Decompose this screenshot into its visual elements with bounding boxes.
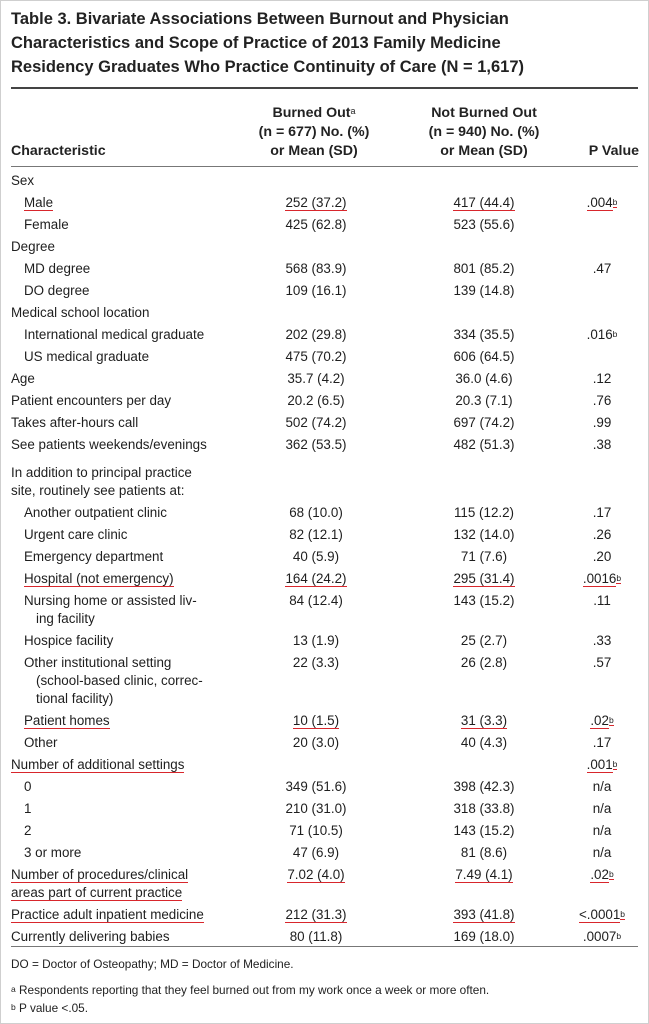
row-label <box>11 928 231 946</box>
burned-out-value-cell <box>251 526 381 544</box>
burned-out-value-cell <box>251 570 381 588</box>
header-characteristic: Characteristic <box>11 143 106 159</box>
p-value-cell <box>566 906 638 924</box>
row-label <box>11 238 231 256</box>
burned-out-value: 7.02 (4.0) <box>287 867 345 882</box>
burned-out-value-cell <box>251 844 381 862</box>
row-label-text: Hospital (not emergency) <box>24 571 174 586</box>
row-label-text: International medical graduate <box>24 327 205 342</box>
p-value-cell <box>566 260 638 278</box>
row-label <box>11 370 231 388</box>
not-burned-out-value: 417 (44.4) <box>453 195 515 210</box>
row-label <box>24 194 229 212</box>
burned-out-value: 80 (11.8) <box>289 929 343 944</box>
title-line-1: Table 3. Bivariate Associations Between Burnout and Physician <box>11 10 509 28</box>
burned-out-value: 47 (6.9) <box>292 845 340 860</box>
table-row <box>1 844 649 866</box>
row-label-continuation-text: ing facility <box>36 611 95 626</box>
not-burned-out-value-cell <box>409 348 559 366</box>
not-burned-out-value: 25 (2.7) <box>460 633 508 648</box>
footnote-a <box>11 982 631 998</box>
p-value-cell <box>566 632 638 650</box>
burned-out-value-cell <box>251 592 381 610</box>
row-label-continuation <box>24 690 229 708</box>
p-value-cell <box>566 548 638 566</box>
row-label-text: 3 or more <box>24 845 82 860</box>
footnote-b <box>11 1000 631 1016</box>
row-label-text: Takes after-hours call <box>11 415 139 430</box>
not-burned-out-value: 482 (51.3) <box>453 437 515 452</box>
p-value-footnote-mark: b <box>616 931 622 941</box>
table-row <box>1 216 649 238</box>
not-burned-out-value: 40 (4.3) <box>460 735 508 750</box>
burned-out-value-cell <box>251 822 381 840</box>
row-label-text: Female <box>24 217 69 232</box>
row-label <box>11 414 231 432</box>
p-value: <.0001 <box>578 907 621 922</box>
burned-out-value: 20 (3.0) <box>292 735 340 750</box>
p-value-cell <box>566 712 638 730</box>
not-burned-out-value-cell <box>409 632 559 650</box>
row-label <box>24 504 229 522</box>
p-value: n/a <box>592 845 612 860</box>
p-value-cell <box>566 414 638 432</box>
p-value: .02 <box>590 867 609 882</box>
burned-out-value-cell <box>251 348 381 366</box>
row-label <box>24 326 229 344</box>
burned-out-value: 35.7 (4.2) <box>287 371 345 386</box>
burned-out-value-cell <box>251 778 381 796</box>
table-row <box>1 526 649 548</box>
row-label-text: Other <box>24 735 58 750</box>
row-label-text: Hospice facility <box>24 633 114 648</box>
burned-out-value: 210 (31.0) <box>285 801 347 816</box>
header-burned-out-line2: (n = 677) No. (%) <box>258 124 370 140</box>
not-burned-out-value: 393 (41.8) <box>453 907 515 922</box>
table-row <box>1 504 649 526</box>
header-burned-out-line1: Burned Out <box>272 105 351 121</box>
p-value-cell <box>566 570 638 588</box>
burned-out-value: 13 (1.9) <box>292 633 340 648</box>
table-row <box>1 326 649 348</box>
row-label <box>24 216 229 234</box>
table-row <box>1 414 649 436</box>
header-burned-out <box>234 104 394 161</box>
p-value-cell <box>566 654 638 672</box>
burned-out-value-cell <box>251 282 381 300</box>
p-value-cell <box>566 436 638 454</box>
p-value-cell <box>566 822 638 840</box>
p-value-footnote-mark: b <box>612 759 618 769</box>
p-value: .016 <box>586 327 613 342</box>
footnote-b-mark: b <box>11 1002 16 1012</box>
row-label-text: Degree <box>11 239 55 254</box>
burned-out-value: 22 (3.3) <box>292 655 340 670</box>
row-label-text: Currently delivering babies <box>11 929 170 944</box>
burned-out-value: 212 (31.3) <box>285 907 347 922</box>
p-value: .33 <box>592 633 612 648</box>
table-row <box>1 172 649 194</box>
burned-out-value-cell <box>251 712 381 730</box>
not-burned-out-value-cell <box>409 592 559 610</box>
burned-out-value-cell <box>251 326 381 344</box>
p-value: .99 <box>592 415 612 430</box>
not-burned-out-value-cell <box>409 260 559 278</box>
table-row <box>1 548 649 570</box>
not-burned-out-value-cell <box>409 844 559 862</box>
p-value-cell <box>566 194 638 212</box>
row-label-text: DO degree <box>24 283 90 298</box>
burned-out-value-cell <box>251 260 381 278</box>
row-label <box>11 392 231 410</box>
not-burned-out-value-cell <box>409 414 559 432</box>
not-burned-out-value: 31 (3.3) <box>460 713 508 728</box>
not-burned-out-value-cell <box>409 734 559 752</box>
title-rule <box>11 87 638 89</box>
row-label-continuation <box>11 884 231 902</box>
row-label <box>11 172 231 190</box>
not-burned-out-value-cell <box>409 866 559 884</box>
p-value-cell <box>566 778 638 796</box>
row-label <box>11 866 231 902</box>
p-value-cell <box>566 844 638 862</box>
row-label <box>11 464 231 500</box>
burned-out-value: 568 (83.9) <box>285 261 347 276</box>
p-value: n/a <box>592 823 612 838</box>
header-p-value: P Value <box>588 143 639 159</box>
row-label <box>11 304 231 322</box>
burned-out-value: 10 (1.5) <box>292 713 340 728</box>
p-value: n/a <box>592 801 612 816</box>
table-title <box>11 7 631 79</box>
table-row <box>1 592 649 632</box>
not-burned-out-value: 20.3 (7.1) <box>455 393 513 408</box>
p-value-cell <box>566 734 638 752</box>
p-value-footnote-mark: b <box>616 573 622 583</box>
not-burned-out-value: 143 (15.2) <box>453 823 515 838</box>
row-label <box>24 712 229 730</box>
row-label <box>11 906 231 924</box>
burned-out-value: 362 (53.5) <box>285 437 347 452</box>
p-value: .26 <box>592 527 612 542</box>
not-burned-out-value-cell <box>409 570 559 588</box>
row-label-text: 1 <box>24 801 32 816</box>
p-value: .20 <box>592 549 612 564</box>
p-value: .0007 <box>582 929 617 944</box>
table-row <box>1 304 649 326</box>
row-label <box>24 526 229 544</box>
row-label <box>24 822 229 840</box>
burned-out-value: 84 (12.4) <box>289 593 343 608</box>
burned-out-value-cell <box>251 866 381 884</box>
row-label-text: Other institutional setting <box>24 655 172 670</box>
burned-out-value: 349 (51.6) <box>285 779 347 794</box>
row-label <box>24 570 229 588</box>
p-value-cell <box>566 504 638 522</box>
row-label-text: Urgent care clinic <box>24 527 128 542</box>
header-not-burned-out-line1: Not Burned Out <box>431 105 537 121</box>
not-burned-out-value-cell <box>409 526 559 544</box>
table-row <box>1 756 649 778</box>
p-value-cell <box>566 592 638 610</box>
row-label-continuation-text: (school-based clinic, correc- <box>36 673 203 688</box>
not-burned-out-value: 606 (64.5) <box>453 349 515 364</box>
row-label <box>24 778 229 796</box>
burned-out-value-cell <box>251 800 381 818</box>
not-burned-out-value-cell <box>409 436 559 454</box>
burned-out-value: 475 (70.2) <box>285 349 347 364</box>
burned-out-value-cell <box>251 370 381 388</box>
burned-out-value-cell <box>251 504 381 522</box>
table-row <box>1 906 649 928</box>
p-value: .0016 <box>582 571 617 586</box>
not-burned-out-value: 115 (12.2) <box>453 505 515 520</box>
row-label <box>24 548 229 566</box>
p-value-footnote-mark: b <box>612 329 618 339</box>
burned-out-value-cell <box>251 216 381 234</box>
header-burned-out-sup: a <box>350 106 356 116</box>
not-burned-out-value-cell <box>409 928 559 946</box>
not-burned-out-value-cell <box>409 822 559 840</box>
row-label-text: Emergency department <box>24 549 164 564</box>
header-not-burned-out <box>399 104 569 161</box>
not-burned-out-value: 71 (7.6) <box>460 549 508 564</box>
burned-out-value: 20.2 (6.5) <box>287 393 345 408</box>
burned-out-value-cell <box>251 414 381 432</box>
row-label-continuation-text: site, routinely see patients at: <box>11 483 185 498</box>
not-burned-out-value-cell <box>409 194 559 212</box>
p-value: .76 <box>592 393 612 408</box>
header-not-burned-out-line3: or Mean (SD) <box>440 143 528 159</box>
burned-out-value-cell <box>251 392 381 410</box>
row-label <box>24 632 229 650</box>
p-value: .17 <box>592 505 612 520</box>
row-label-text: Another outpatient clinic <box>24 505 167 520</box>
burned-out-value: 82 (12.1) <box>289 527 343 542</box>
row-label-text: Practice adult inpatient medicine <box>11 907 204 922</box>
table-row <box>1 654 649 712</box>
not-burned-out-value: 295 (31.4) <box>453 571 515 586</box>
table-row <box>1 778 649 800</box>
row-label <box>24 734 229 752</box>
p-value-cell <box>566 526 638 544</box>
burned-out-value-cell <box>251 928 381 946</box>
p-value-cell <box>566 928 638 946</box>
table-row <box>1 436 649 458</box>
row-label <box>24 260 229 278</box>
table-row <box>1 866 649 906</box>
p-value: .12 <box>592 371 612 386</box>
row-label <box>24 348 229 366</box>
not-burned-out-value-cell <box>409 654 559 672</box>
not-burned-out-value-cell <box>409 800 559 818</box>
row-label <box>24 800 229 818</box>
title-line-2: Characteristics and Scope of Practice of 2013 Family Medicine <box>11 34 501 52</box>
row-label-continuation <box>11 482 231 500</box>
row-label-text: Nursing home or assisted liv- <box>24 593 197 608</box>
row-label-continuation-text: tional facility) <box>36 691 114 706</box>
not-burned-out-value: 26 (2.8) <box>460 655 508 670</box>
row-label-text: Number of additional settings <box>11 757 185 772</box>
burned-out-value: 502 (74.2) <box>285 415 347 430</box>
p-value: .47 <box>592 261 612 276</box>
not-burned-out-value-cell <box>409 906 559 924</box>
table-row <box>1 392 649 414</box>
row-label-text: Patient encounters per day <box>11 393 172 408</box>
row-label <box>11 436 231 454</box>
footnote-abbrev: DO = Doctor of Osteopathy; MD = Doctor of Medicine. <box>11 957 294 971</box>
footnote-b-text: P value <.05. <box>19 1001 88 1015</box>
not-burned-out-value: 523 (55.6) <box>453 217 515 232</box>
table-row <box>1 822 649 844</box>
p-value-footnote-mark: b <box>612 197 618 207</box>
not-burned-out-value: 398 (42.3) <box>453 779 515 794</box>
burned-out-value: 252 (37.2) <box>285 195 347 210</box>
not-burned-out-value-cell <box>409 282 559 300</box>
row-label <box>24 844 229 862</box>
row-label-text: Male <box>24 195 54 210</box>
p-value-cell <box>566 756 638 774</box>
row-label-text: US medical graduate <box>24 349 150 364</box>
not-burned-out-value: 132 (14.0) <box>453 527 515 542</box>
burned-out-value-cell <box>251 548 381 566</box>
table-row <box>1 632 649 654</box>
burned-out-value: 425 (62.8) <box>285 217 347 232</box>
footnote-a-mark: a <box>11 984 16 994</box>
p-value: .38 <box>592 437 612 452</box>
row-label <box>24 654 229 708</box>
not-burned-out-value-cell <box>409 712 559 730</box>
not-burned-out-value: 81 (8.6) <box>460 845 508 860</box>
p-value-cell <box>566 326 638 344</box>
table-row <box>1 370 649 392</box>
p-value: .001 <box>586 757 613 772</box>
not-burned-out-value: 169 (18.0) <box>453 929 515 944</box>
not-burned-out-value-cell <box>409 326 559 344</box>
header-burned-out-line3: or Mean (SD) <box>270 143 358 159</box>
header-not-burned-out-line2: (n = 940) No. (%) <box>428 124 540 140</box>
burned-out-value: 202 (29.8) <box>285 327 347 342</box>
row-label-text: Number of procedures/clinical <box>11 867 189 882</box>
not-burned-out-value-cell <box>409 392 559 410</box>
table-body <box>1 172 649 950</box>
burned-out-value-cell <box>251 906 381 924</box>
row-label <box>24 592 229 628</box>
not-burned-out-value: 697 (74.2) <box>453 415 515 430</box>
p-value: .17 <box>592 735 612 750</box>
row-label <box>24 282 229 300</box>
row-label-text: MD degree <box>24 261 91 276</box>
burned-out-value-cell <box>251 632 381 650</box>
row-label-continuation <box>24 672 229 690</box>
table-row <box>1 238 649 260</box>
not-burned-out-value-cell <box>409 216 559 234</box>
p-value-cell <box>566 800 638 818</box>
not-burned-out-value: 7.49 (4.1) <box>455 867 513 882</box>
row-label-continuation-text: areas part of current practice <box>11 885 183 900</box>
table-row <box>1 282 649 304</box>
burned-out-value: 68 (10.0) <box>289 505 343 520</box>
table-row <box>1 348 649 370</box>
row-label-text: Medical school location <box>11 305 150 320</box>
row-label-text: Age <box>11 371 35 386</box>
row-label-text: Sex <box>11 173 35 188</box>
burned-out-value: 71 (10.5) <box>289 823 343 838</box>
bottom-rule <box>11 946 638 947</box>
table-row <box>1 194 649 216</box>
p-value-cell <box>566 392 638 410</box>
not-burned-out-value: 139 (14.8) <box>453 283 515 298</box>
burned-out-value: 109 (16.1) <box>285 283 347 298</box>
not-burned-out-value-cell <box>409 504 559 522</box>
row-label-text: 2 <box>24 823 32 838</box>
table-row <box>1 570 649 592</box>
not-burned-out-value: 801 (85.2) <box>453 261 515 276</box>
header-rule <box>11 166 638 167</box>
p-value-cell <box>566 866 638 884</box>
table-row <box>1 734 649 756</box>
not-burned-out-value: 143 (15.2) <box>453 593 515 608</box>
title-line-3: Residency Graduates Who Practice Continuity of Care (N = 1,617) <box>11 58 525 76</box>
row-label <box>11 756 231 774</box>
row-label-continuation <box>24 610 229 628</box>
not-burned-out-value: 334 (35.5) <box>453 327 515 342</box>
table-row <box>1 260 649 282</box>
p-value: n/a <box>592 779 612 794</box>
table-row <box>1 800 649 822</box>
p-value-footnote-mark: b <box>620 909 626 919</box>
not-burned-out-value: 318 (33.8) <box>453 801 515 816</box>
p-value: .57 <box>592 655 612 670</box>
p-value: .02 <box>590 713 609 728</box>
burned-out-value-cell <box>251 654 381 672</box>
p-value: .004 <box>586 195 613 210</box>
row-label-text: In addition to principal practice <box>11 465 192 480</box>
table-row <box>1 712 649 734</box>
not-burned-out-value: 36.0 (4.6) <box>455 371 513 386</box>
footnote-a-text: Respondents reporting that they feel burned out from my work once a week or more often. <box>19 983 490 997</box>
row-label-text: See patients weekends/evenings <box>11 437 207 452</box>
not-burned-out-value-cell <box>409 778 559 796</box>
row-label-text: Patient homes <box>24 713 110 728</box>
p-value: .11 <box>593 593 611 608</box>
burned-out-value-cell <box>251 194 381 212</box>
not-burned-out-value-cell <box>409 548 559 566</box>
p-value-footnote-mark: b <box>608 715 614 725</box>
burned-out-value: 164 (24.2) <box>285 571 347 586</box>
not-burned-out-value-cell <box>409 370 559 388</box>
burned-out-value: 40 (5.9) <box>292 549 340 564</box>
burned-out-value-cell <box>251 436 381 454</box>
p-value-cell <box>566 370 638 388</box>
burned-out-value-cell <box>251 734 381 752</box>
p-value-footnote-mark: b <box>608 869 614 879</box>
table-row <box>1 464 649 504</box>
row-label-text: 0 <box>24 779 32 794</box>
